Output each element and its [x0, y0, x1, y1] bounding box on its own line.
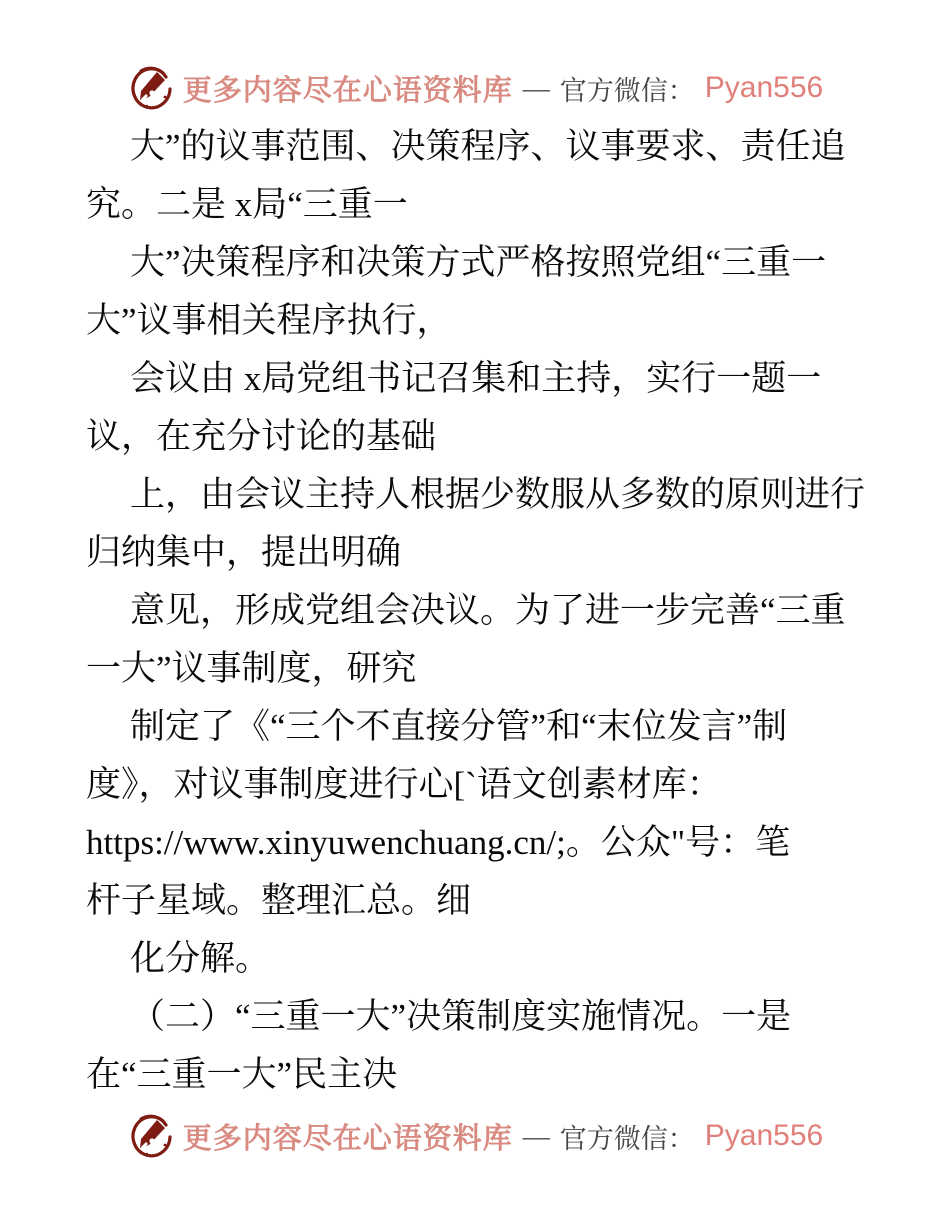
watermark-brand-text: 更多内容尽在心语资料库: [182, 74, 513, 107]
text-line: （二）“三重一大”决策制度实施情况。一是: [130, 997, 792, 1036]
text-line: 归纳集中，提出明确: [86, 533, 402, 572]
text-line: 化分解。: [130, 939, 271, 978]
watermark-footer: [0, 1112, 950, 1160]
watermark-header: [0, 64, 950, 112]
watermark-dash: —: [522, 1120, 550, 1151]
text-line: 大”的议事范围、决策程序、议事要求、责任追: [130, 127, 846, 166]
text-line: 大”议事相关程序执行，: [86, 301, 452, 340]
watermark-channel-label: 官方微信：: [559, 75, 695, 106]
text-line: 在“三重一大”民主决: [86, 1055, 398, 1094]
pen-swirl-logo-icon: [127, 64, 173, 112]
watermark-wechat-id: Pyan556: [704, 1119, 824, 1152]
text-line: 会议由 x局党组书记召集和主持，实行一题一: [130, 359, 822, 398]
text-line: 度》，对议事制度进行心[`语文创素材库：: [86, 765, 722, 804]
text-line: https://www.xinyuwenchuang.cn/;。公众"号：笔: [86, 823, 791, 862]
text-line: 上，由会议主持人根据少数服从多数的原则进行: [130, 475, 866, 514]
document-lines: [86, 118, 870, 1104]
pen-swirl-logo-icon: [127, 1112, 173, 1160]
text-line: 大”决策程序和决策方式严格按照党组“三重一: [130, 243, 827, 282]
text-line: 议，在充分讨论的基础: [86, 417, 437, 456]
watermark-dash: —: [522, 72, 550, 103]
text-line: 意见，形成党组会决议。为了进一步完善“三重: [130, 591, 846, 630]
text-line: 杆子星域。整理汇总。细: [86, 881, 472, 920]
watermark-wechat-id: Pyan556: [704, 71, 824, 104]
watermark-channel-label: 官方微信：: [559, 1123, 695, 1154]
watermark-brand-text: 更多内容尽在心语资料库: [182, 1122, 513, 1155]
text-line: 一大”议事制度，研究: [86, 649, 417, 688]
text-line: 究。二是 x局“三重一: [86, 185, 408, 224]
text-line: 制定了《“三个不直接分管”和“末位发言”制: [130, 707, 788, 746]
